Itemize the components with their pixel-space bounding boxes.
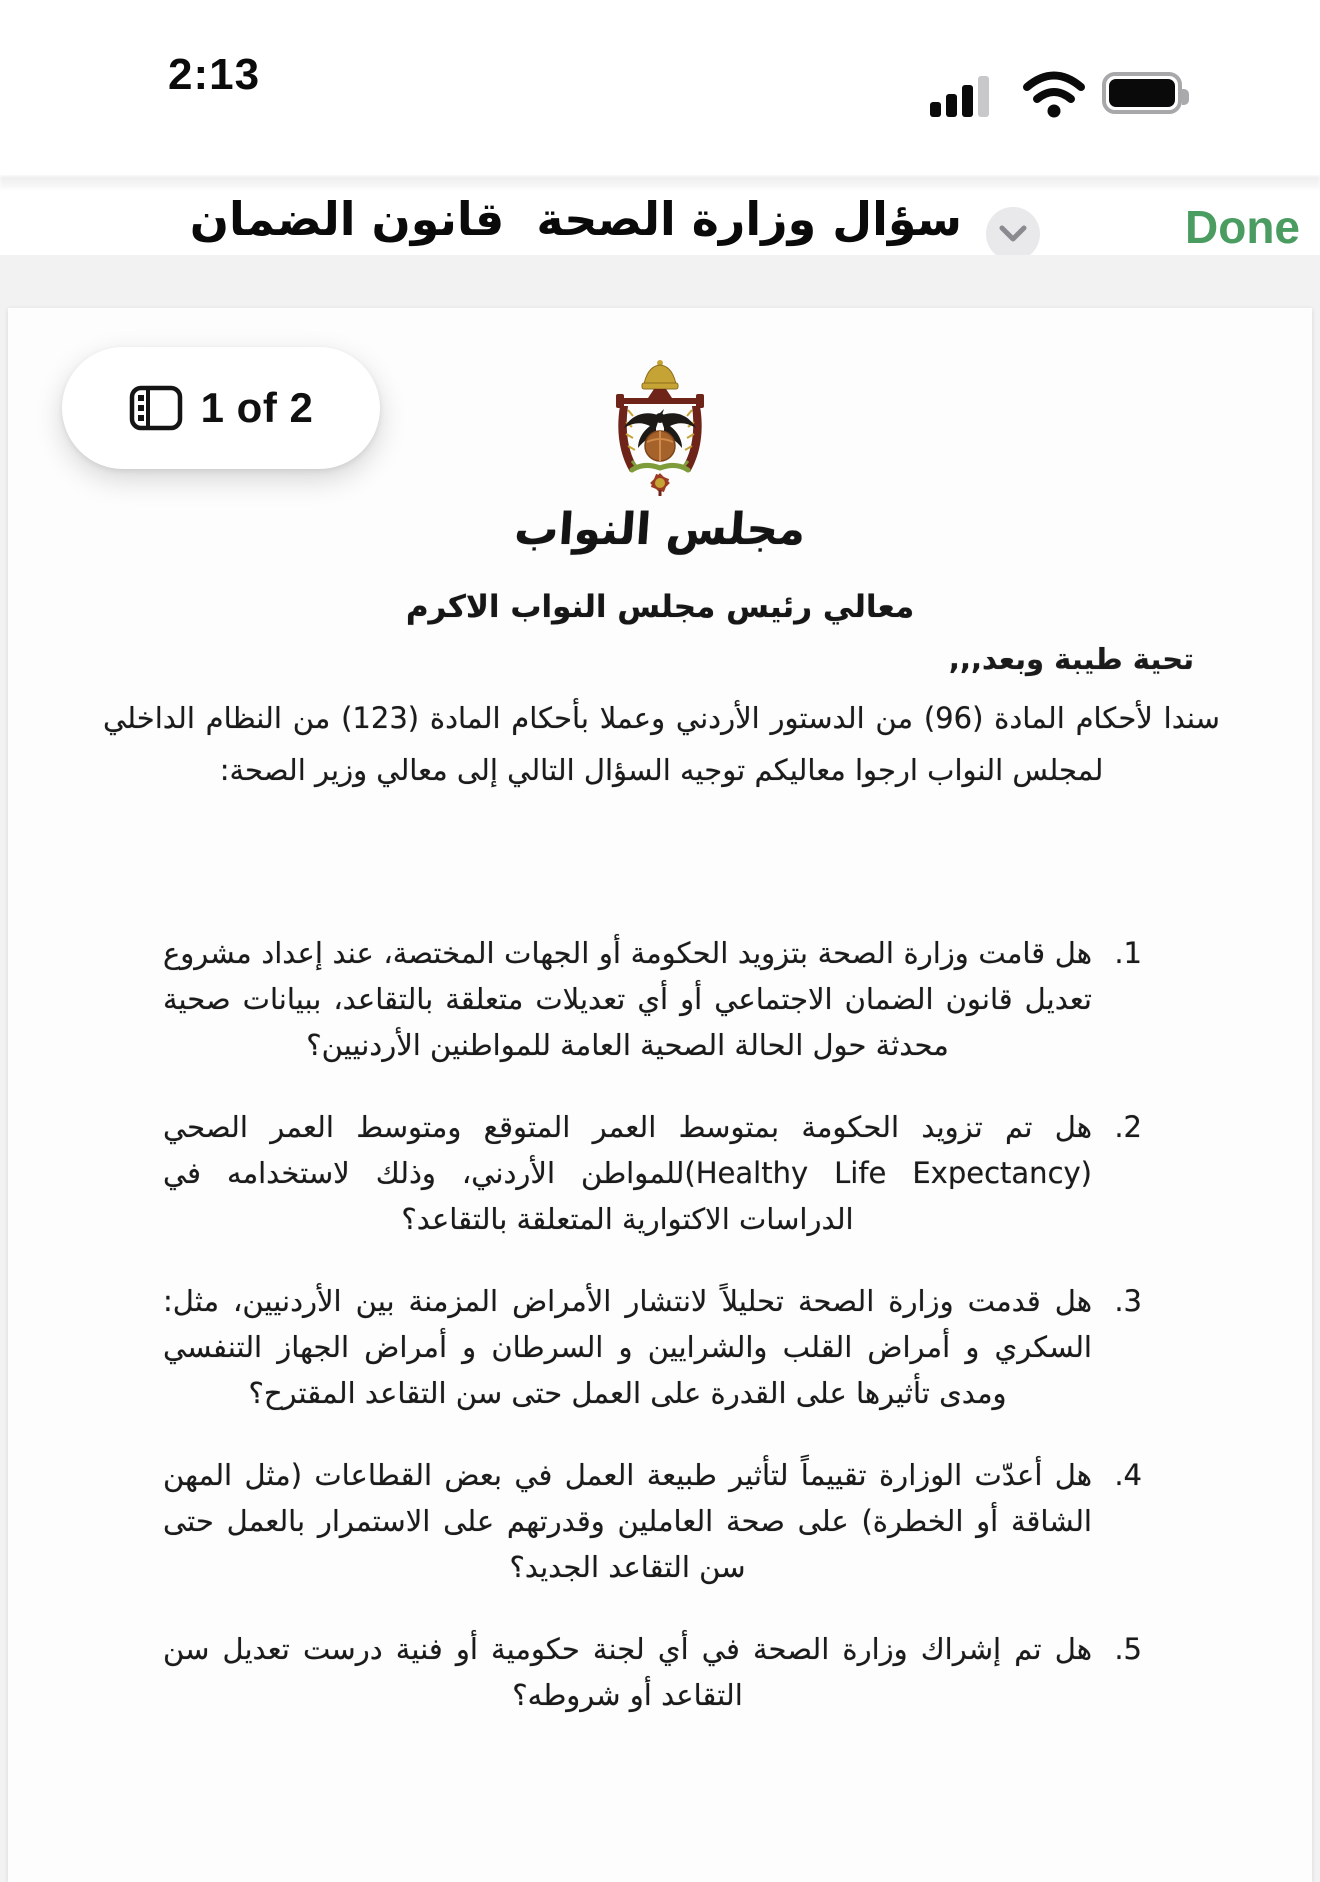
jordan-coat-of-arms (606, 358, 714, 498)
status-icons (930, 70, 1220, 122)
scanned-letter (8, 308, 1312, 1754)
title-collapse-button[interactable] (986, 207, 1040, 261)
page-count-label: 1 of 2 (200, 384, 314, 431)
question-number: 1. (1114, 936, 1142, 970)
page-thumbnails-icon (129, 385, 183, 431)
question-item (163, 1626, 1142, 1718)
wifi-icon (1022, 70, 1086, 118)
sheet-top-shadow (0, 176, 1320, 189)
question-number: 2. (1114, 1110, 1142, 1144)
page-thumbnails-button[interactable] (62, 347, 380, 469)
status-time: 2:13 (168, 50, 261, 99)
question-number: 3. (1114, 1284, 1142, 1318)
question-text: هل قامت وزارة الصحة بتزويد الحكومة أو الجهات المختصة، عند إعداد مشروع تعديل قانون الضمان الاجتماعي أو أي تعديلات متعلقة بالتقاعد، ببيانات صحية محدثة حول الحالة الصحية العامة للمواطنين الأردنيين؟ (163, 936, 1092, 1062)
done-button[interactable]: Done (1185, 201, 1300, 253)
letter-heading: معالي رئيس مجلس النواب الاكرم (405, 589, 915, 625)
document-title: سؤال وزارة الصحة قانون الضمان (189, 192, 962, 246)
question-text: هل تم تزويد الحكومة بمتوسط العمر المتوقع ومتوسط العمر الصحي (Healthy Life Expectancy)للمواطن الأردني، وذلك لاستخدامه في الدراسات الاكتوارية المتعلقة بالتقاعد؟ (163, 1110, 1092, 1236)
question-item (163, 1278, 1142, 1416)
document-page (8, 308, 1312, 1882)
question-item (163, 1104, 1142, 1242)
chevron-down-icon (998, 224, 1028, 244)
question-text: هل قدمت وزارة الصحة تحليلاً لانتشار الأمراض المزمنة بين الأردنيين، مثل: السكري و أمراض القلب والشرايين و السرطان و أمراض الجهاز التنفسي ومدى تأثيرها على القدرة على العمل حتى سن التقاعد المقترح؟ (163, 1284, 1092, 1410)
question-list (8, 930, 1312, 1718)
battery-icon (1102, 72, 1182, 114)
document-scroll-area[interactable] (0, 255, 1320, 1882)
letter-salutation: تحية طيبة وبعد,,, (948, 642, 1194, 676)
cellular-signal-icon (930, 74, 996, 118)
question-number: 5. (1114, 1632, 1142, 1666)
question-item (163, 1452, 1142, 1590)
letter-intro-paragraph: سندا لأحكام المادة (96) من الدستور الأردني وعملا بأحكام المادة (123) من النظام الداخلي لمجلس النواب ارجوا معاليكم توجيه السؤال التالي إلى معالي وزير الصحة: (103, 701, 1220, 787)
question-text: هل أعدّت الوزارة تقييماً لتأثير طبيعة العمل في بعض القطاعات (مثل المهن الشاقة أو الخطرة) على صحة العاملين وقدرتهم على الاستمرار بالعمل حتى سن التقاعد الجديد؟ (163, 1458, 1092, 1584)
question-text: هل تم إشراك وزارة الصحة في أي لجنة حكومية أو فنية درست تعديل سن التقاعد أو شروطه؟ (163, 1632, 1092, 1712)
question-number: 4. (1114, 1458, 1142, 1492)
org-name-calligraphy: مجلس النواب (512, 504, 808, 555)
question-item (163, 930, 1142, 1068)
